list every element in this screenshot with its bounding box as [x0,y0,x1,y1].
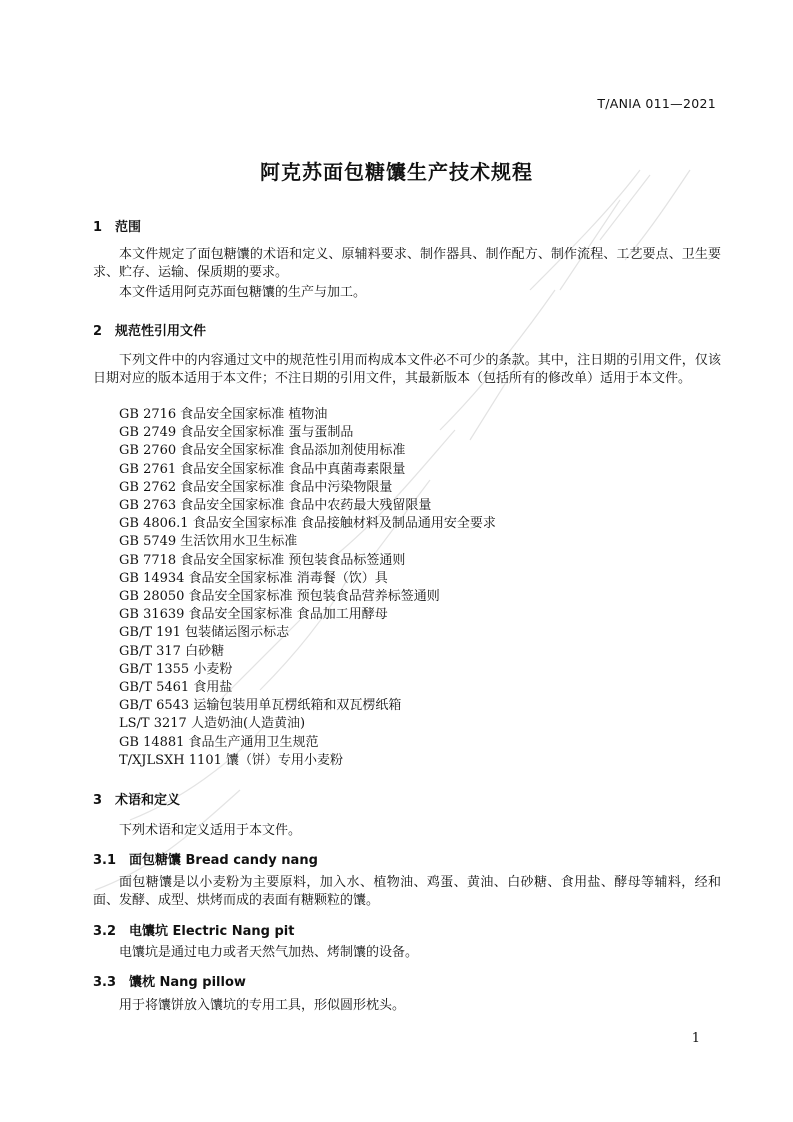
term-title: 馕枕 Nang pillow [129,975,246,990]
section-number: 2 [93,324,103,339]
term-title: 电馕坑 Electric Nang pit [129,924,295,939]
reference-item: GB 4806.1 食品安全国家标准 食品接触材料及制品通用安全要求 [119,516,496,532]
term-3-2-definition: 电馕坑是通过电力或者天然气加热、烤制馕的设备。 [119,945,419,960]
section-number: 3 [93,793,103,808]
section-1-paragraph-2: 本文件适用阿克苏面包糖馕的生产与加工。 [119,285,367,300]
document-code: T/ANIA 011—2021 [597,96,716,111]
reference-item: GB 2761 食品安全国家标准 食品中真菌毒素限量 [119,461,406,477]
reference-item: GB 2762 食品安全国家标准 食品中污染物限量 [119,479,393,495]
reference-item: GB 7718 食品安全国家标准 预包装食品标签通则 [119,552,406,568]
reference-item: GB/T 191 包装储运图示标志 [119,625,290,641]
reference-item: LS/T 3217 人造奶油(人造黄油) [119,716,306,732]
term-title: 面包糖馕 Bread candy nang [129,853,318,868]
section-3-paragraph-1: 下列术语和定义适用于本文件。 [119,823,302,838]
section-title: 术语和定义 [115,793,181,808]
reference-item: GB 5749 生活饮用水卫生标准 [119,534,298,550]
section-2-heading [93,320,206,339]
reference-item: GB 31639 食品安全国家标准 食品加工用酵母 [119,607,388,623]
section-1-heading [93,216,141,235]
reference-item: GB 2749 食品安全国家标准 蛋与蛋制品 [119,425,354,441]
reference-item: GB 2716 食品安全国家标准 植物油 [119,407,328,422]
reference-item: GB/T 1355 小麦粉 [119,661,233,677]
term-number: 3.3 [93,975,117,990]
reference-item: T/XJLSXH 1101 馕（饼）专用小麦粉 [119,752,343,768]
reference-item: GB 28050 食品安全国家标准 预包装食品营养标签通则 [119,589,440,605]
term-number: 3.1 [93,853,117,868]
reference-item: GB 14881 食品生产通用卫生规范 [119,734,319,750]
term-3-1-heading [93,849,318,868]
section-1-paragraph-1: 本文件规定了面包糖馕的术语和定义、原辅料要求、制作器具、制作配方、制作流程、工艺要点、卫生要求、贮存、运输、保质期的要求。 [93,247,721,280]
document-title: 阿克苏面包糖馕生产技术规程 [260,160,533,184]
reference-item: GB/T 317 白砂糖 [119,643,225,659]
section-title: 范围 [115,220,142,235]
reference-item: GB/T 6543 运输包装用单瓦楞纸箱和双瓦楞纸箱 [119,698,402,714]
reference-item: GB 14934 食品安全国家标准 消毒餐（饮）具 [119,570,388,586]
term-3-2-heading [93,920,294,939]
reference-item: GB/T 5461 食用盐 [119,680,233,696]
term-number: 3.2 [93,924,117,939]
term-3-3-heading [93,971,246,990]
term-3-3-definition: 用于将馕饼放入馕坑的专用工具，形似圆形枕头。 [119,998,406,1013]
page-number: 1 [691,1031,700,1046]
term-3-1-definition: 面包糖馕是以小麦粉为主要原料，加入水、植物油、鸡蛋、黄油、白砂糖、食用盐、酵母等辅料，经和面、发酵、成型、烘烤而成的表面有糖颗粒的馕。 [93,875,721,908]
section-2-paragraph-1: 下列文件中的内容通过文中的规范性引用而构成本文件必不可少的条款。其中，注日期的引用文件，仅该日期对应的版本适用于本文件；不注日期的引用文件，其最新版本（包括所有的修改单）适用于本文件。 [93,353,721,386]
reference-list [119,406,496,770]
section-title: 规范性引用文件 [115,324,207,339]
reference-item: GB 2760 食品安全国家标准 食品添加剂使用标准 [119,443,406,459]
section-number: 1 [93,220,103,235]
section-3-heading [93,789,180,808]
reference-item: GB 2763 食品安全国家标准 食品中农药最大残留限量 [119,498,432,514]
